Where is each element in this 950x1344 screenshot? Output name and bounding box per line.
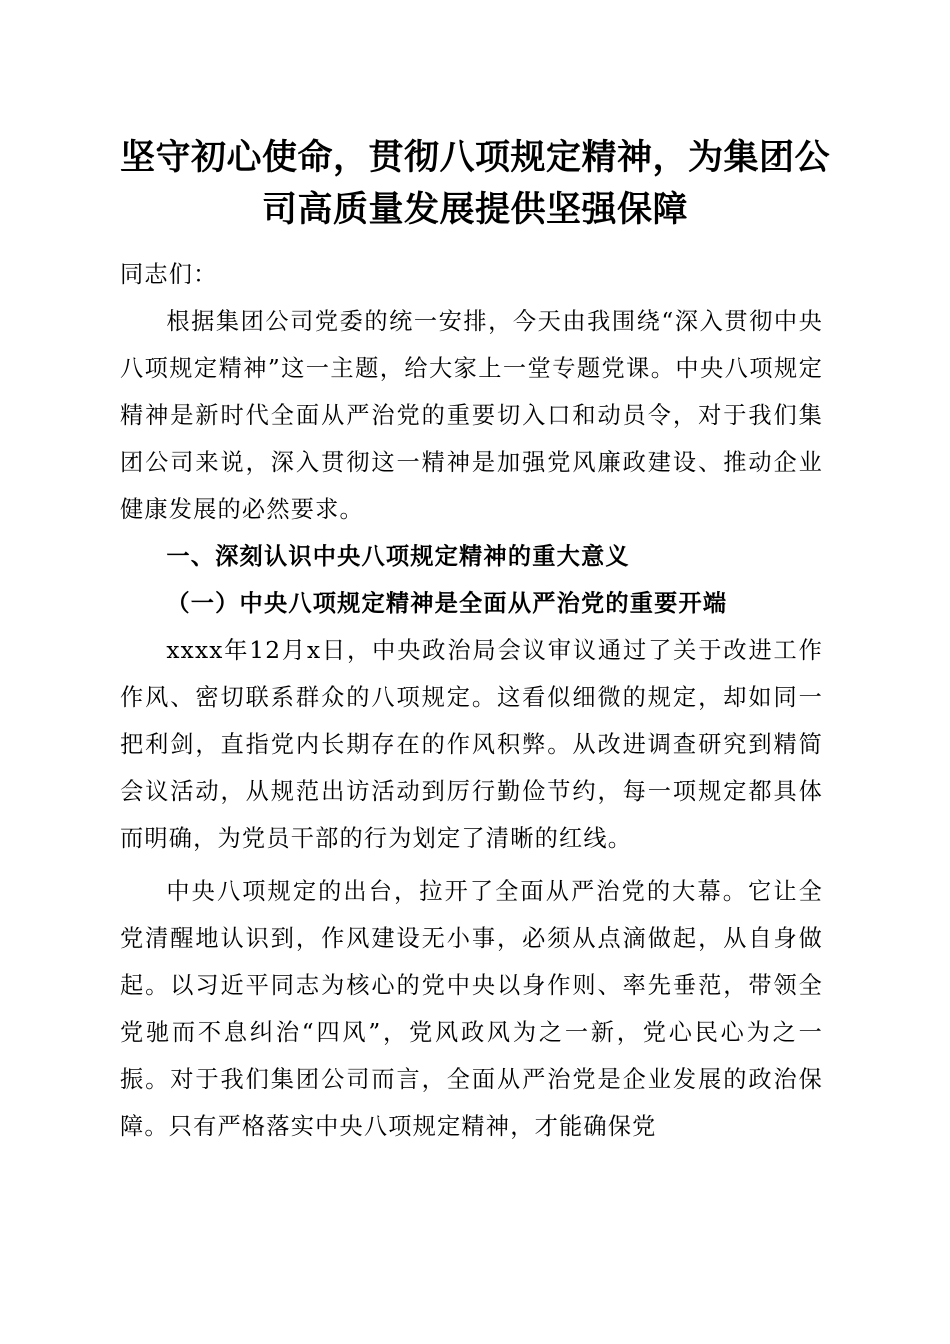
paragraph-2: 中央八项规定的出台，拉开了全面从严治党的大幕。它让全党清醒地认识到，作风建设无小事，必须从点滴做起，从自身做起。以习近平同志为核心的党中央以身作则、率先垂范，带领全党驰而不息纠治“四风”，党风政风为之一新，党心民心为之一振。对于我们集团公司而言，全面从严治党是企业发展的政治保障。只有严格落实中央八项规定精神，才能确保党 [120, 878, 823, 1140]
paragraph-intro: 根据集团公司党委的统一安排，今天由我围绕“深入贯彻中央八项规定精神”这一主题，给大家上一堂专题党课。中央八项规定精神是新时代全面从严治党的重要切入口和动员令，对于我们集团公司来说，深入贯彻这一精神是加强党风廉政建设、推动企业健康发展的必然要求。 [120, 308, 823, 523]
title-line-2: 司高质量发展提供坚强保障 [261, 189, 688, 230]
salutation: 同志们： [120, 261, 218, 288]
title-line-1: 坚守初心使命，贯彻八项规定精神，为集团公 [119, 137, 830, 178]
paragraph-1: xxxx年12月x日，中央政治局会议审议通过了关于改进工作作风、密切联系群众的八项规定。这看似细微的规定，却如同一把利剑，直指党内长期存在的作风积弊。从改进调查研究到精简会议活动，从规范出访活动到厉行勤俭节约，每一项规定都具体而明确，为党员干部的行为划定了清晰的红线。 [120, 637, 823, 852]
document-body [120, 251, 823, 1150]
document-title [110, 132, 840, 236]
subsection-heading-1: （一）中央八项规定精神是全面从严治党的重要开端 [166, 590, 728, 617]
section-heading-1: 一、深刻认识中央八项规定精神的重大意义 [166, 543, 630, 570]
